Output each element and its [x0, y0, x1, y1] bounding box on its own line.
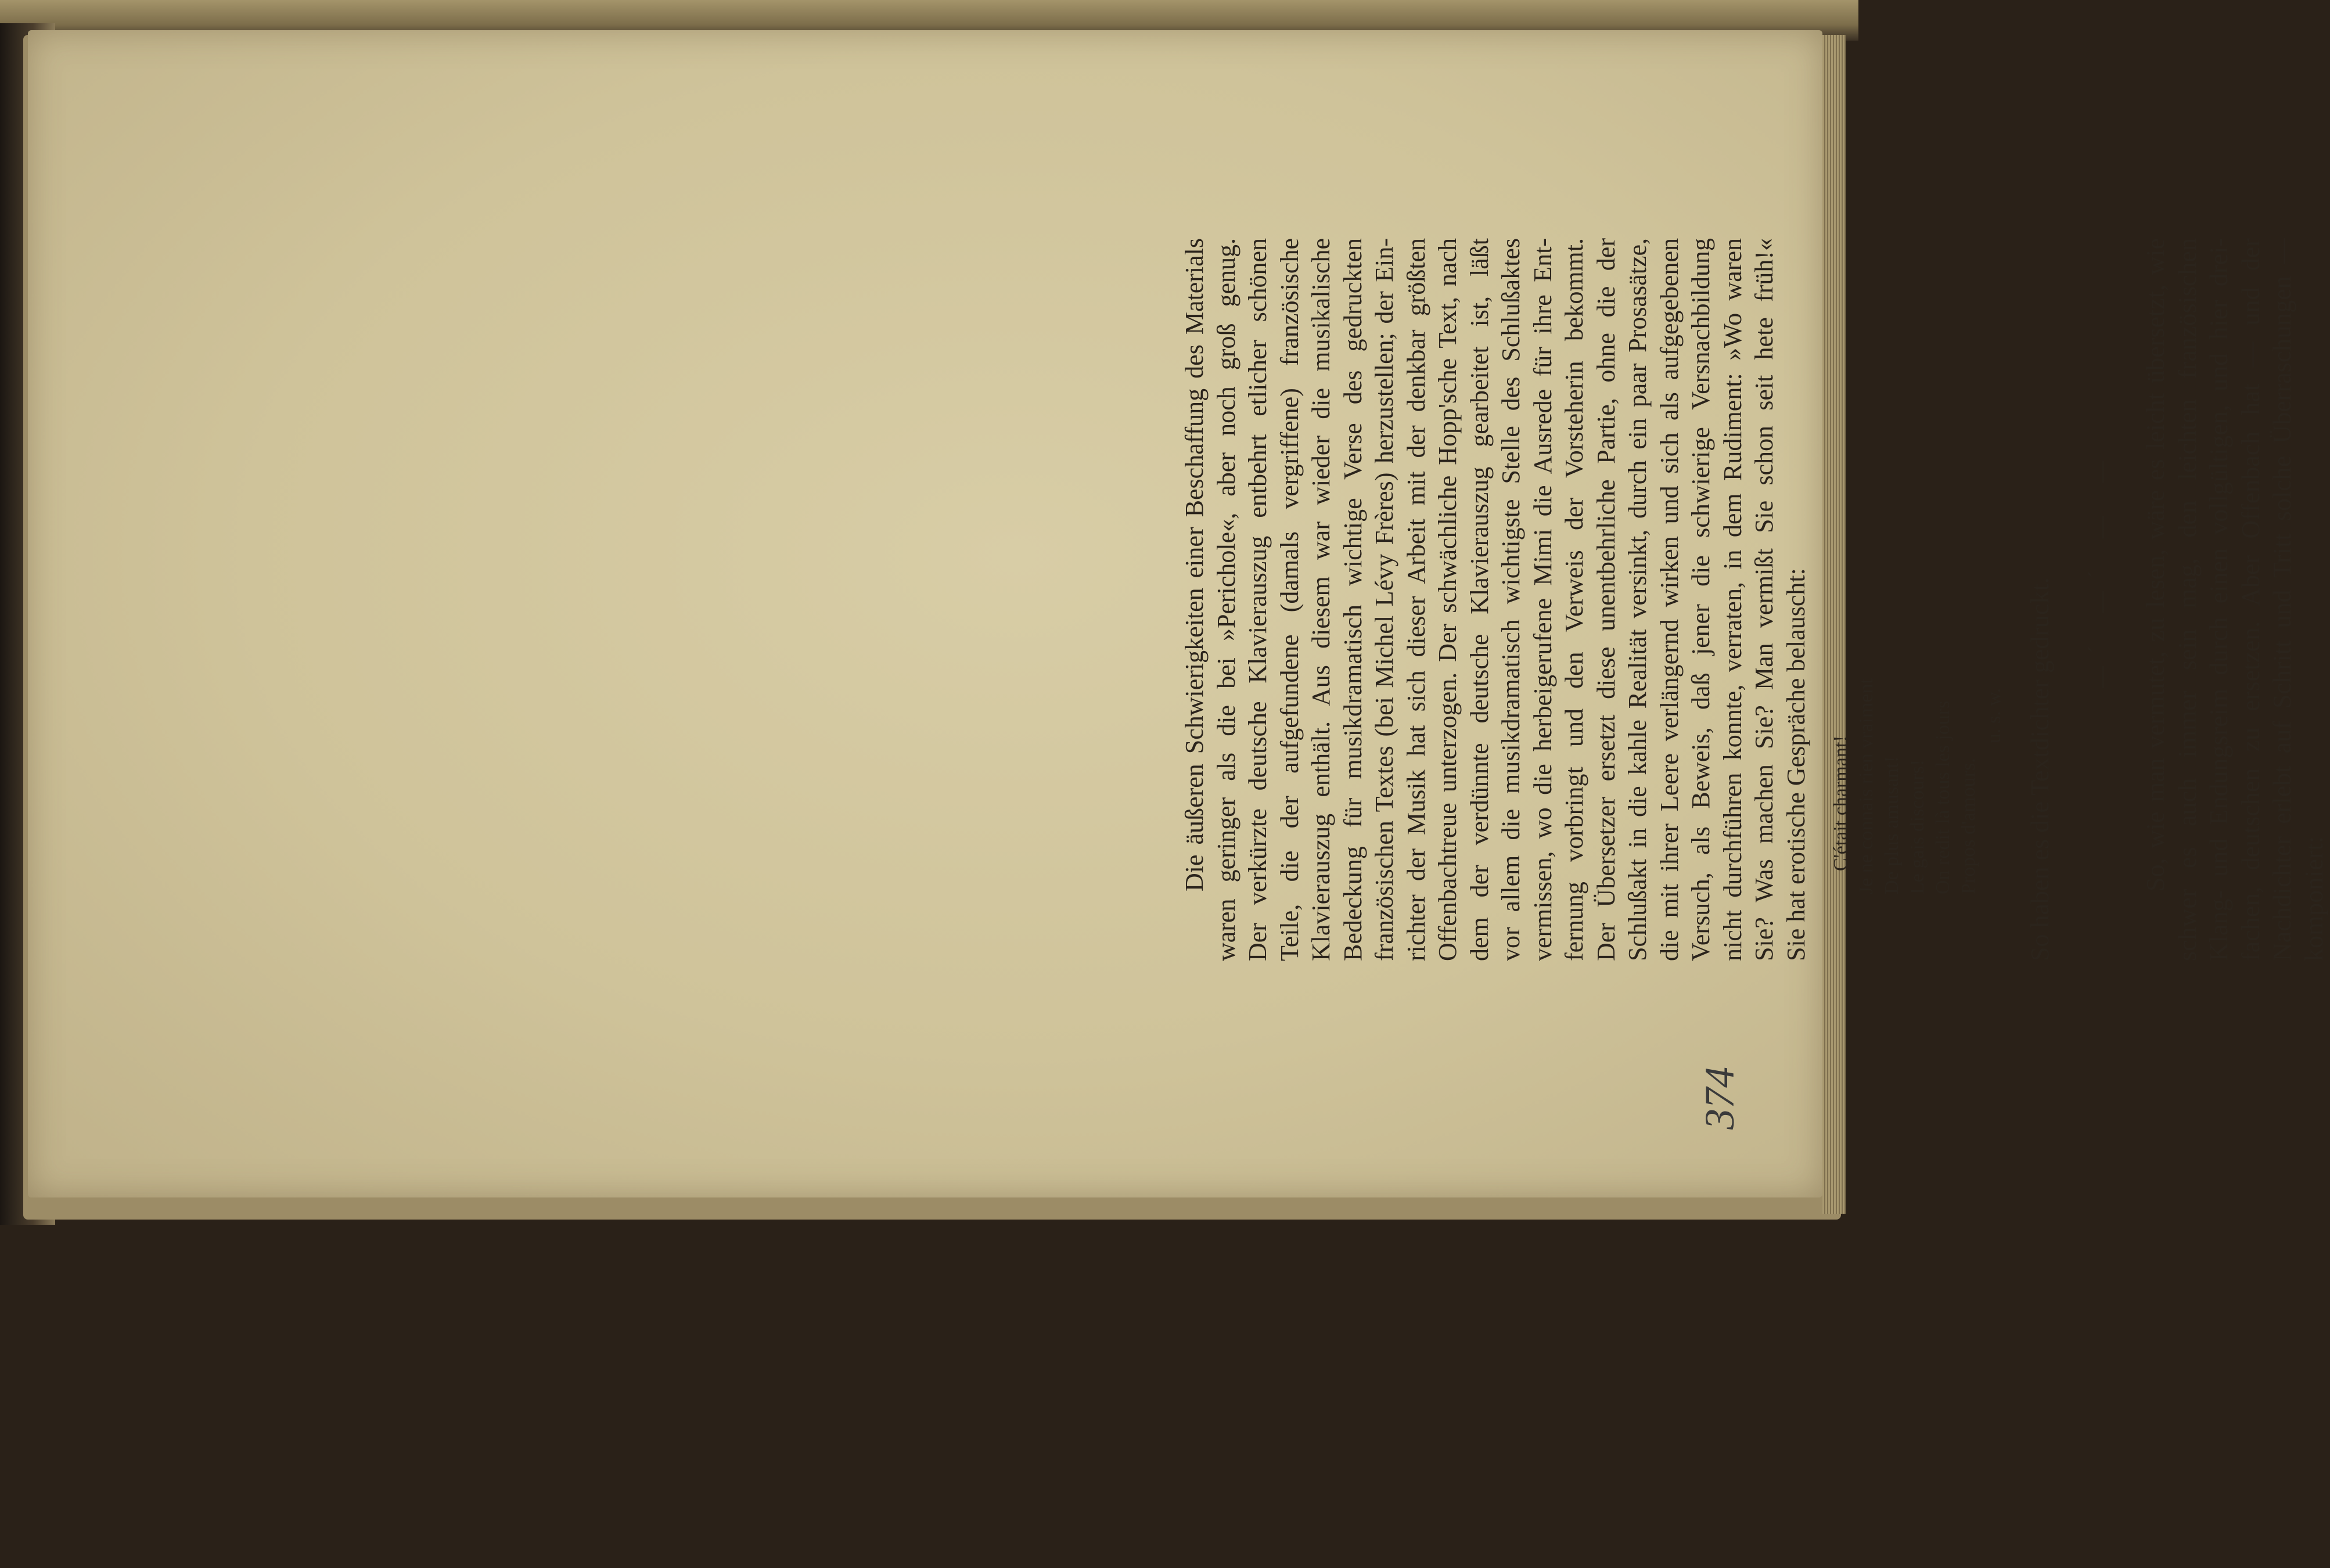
text-line: Klavierauszug enthält. Aus diesem war wieder die musikalische: [1306, 238, 1337, 961]
metric-marks: — ́ — ́ — —: [2086, 238, 2117, 961]
page-number: 374: [1696, 1067, 1744, 1130]
text-line: richter der Musik hat sich dieser Arbeit mit der denkbar größten: [1401, 238, 1433, 961]
verse-line: Le gais discours!: [1905, 238, 1930, 894]
text-line: komponiert:: [2299, 238, 2330, 961]
french-verse: [1828, 238, 2007, 961]
text-line: Sie hat erotische Gespräche belauscht:: [1781, 238, 1813, 961]
text-line: vermissen, wo die herbeigerufene Mimi die Ausrede für ihre Ent-: [1527, 238, 1559, 961]
page-content-rotated: [348, 174, 1597, 1568]
text-line: dem der verdünnte deutsche Klavierauszug gearbeitet ist, läßt: [1464, 238, 1496, 961]
verse-line: Propos d'amours.: [1956, 238, 1982, 894]
text-line: schwer es auch immer sein mag, den leichten französischen: [2172, 238, 2204, 961]
text-line: Der Übersetzer ersetzt diese unentbehrliche Partie, ohne die der: [1591, 238, 1623, 961]
text-line: Die äußeren Schwierigkeiten einer Beschaffung des Materials: [1179, 238, 1211, 961]
text-line: Der verkürzte deutsche Klavierauszug entbehrt etlicher schönen: [1242, 238, 1274, 961]
text-line: waren geringer als die bei »Perichole«, aber noch groß genug.: [1211, 238, 1243, 961]
text-line: Bedeckung für musikdramatisch wichtige Verse des gedruckten: [1337, 238, 1369, 961]
text-line: die mit ihrer Leere verlängernd wirken und sich als aufgegebenen: [1654, 238, 1686, 961]
text-line: vor allem die musikdramatisch wichtigste Stelle des Schlußaktes: [1495, 238, 1527, 961]
verse-line: De plus amusant!: [1879, 238, 1905, 894]
text-line: Schlußakt in die kahle Realität versinkt, durch ein paar Prosasätze,: [1622, 238, 1654, 961]
paragraph-printed: [2025, 238, 2056, 961]
verse-line: On redit là tous les jours: [1930, 238, 1956, 894]
text-line: nicht durchführen konnte, verraten, in dem Rudiment: »Wo waren: [1717, 238, 1749, 961]
paragraph-materials: [1179, 238, 1812, 961]
text-line: So haben es die Textdichter gedruckt.: [2025, 238, 2056, 961]
text-line: fachen, deutschen zu ersetzen. Aber Offenbach hat — und der: [2235, 238, 2267, 961]
paragraph-translation: [2140, 238, 2330, 961]
text-line: Klang- und Endungsreim durch einen vollgültigen, und hier drei-: [2203, 238, 2235, 961]
text-line: Teile, die der aufgefundene (damals vergriffene) französische: [1274, 238, 1306, 961]
verse-line: C'était charmant!: [1828, 238, 1854, 894]
text-line: fernung vorbringt und den Verweis der Vorsteherin bekommt.: [1559, 238, 1591, 961]
text-block: [1179, 238, 2330, 961]
text-line: Offenbachtreue unterzogen. Der schwächliche Hopp'sche Text, nach: [1432, 238, 1464, 961]
text-line: Sie? Was machen Sie? Man vermißt Sie schon seit hete früh!«: [1749, 238, 1781, 961]
text-line: französischen Textes (bei Michel Lévy Frères) herzustellen; der Ein-: [1369, 238, 1401, 961]
text-line: Nachdichter erlebt auf Schritt und Tritt solche Überraschungen —: [2267, 238, 2299, 961]
text-line: Versuch, als Beweis, daß jener die schwierige Versnachbildung: [1685, 238, 1717, 961]
verse-etc: u. s. w.: [1982, 238, 2007, 894]
verse-line: Je ne connais rien vraiment: [1854, 238, 1879, 894]
text-line: So, wie man vermutet, zu lesen, wäre es leicht übersetzt, wie: [2140, 238, 2172, 961]
